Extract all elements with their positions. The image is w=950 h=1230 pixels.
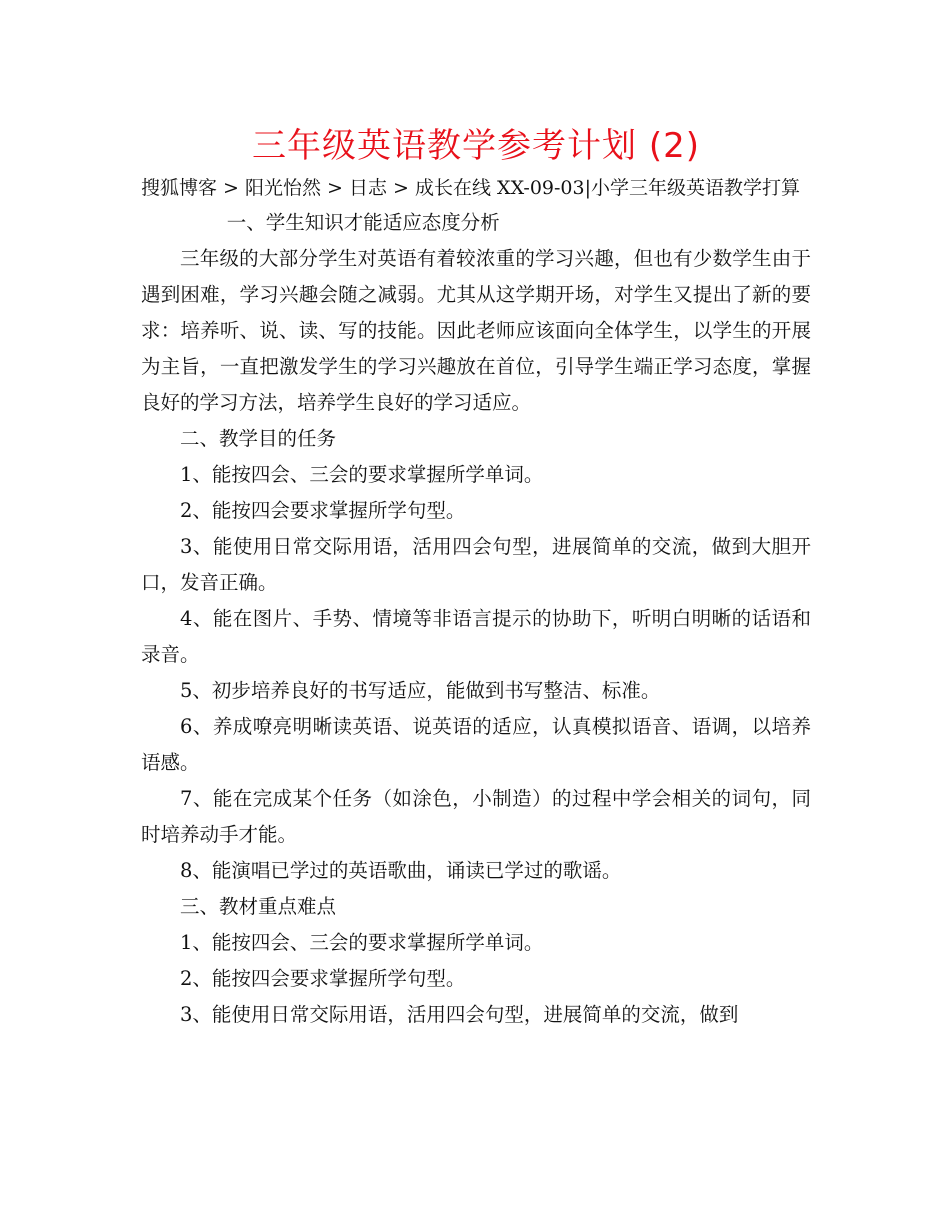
- list-item: 5、初步培养良好的书写适应，能做到书写整洁、标准。: [180, 679, 661, 702]
- list-item: 2、能按四会要求掌握所学句型。: [180, 967, 466, 990]
- list-item: 6、养成嘹亮明晰读英语、说英语的适应，认真模拟语音、语调，以培养语感。: [141, 715, 811, 774]
- paragraph-analysis: 三年级的大部分学生对英语有着较浓重的学习兴趣，但也有少数学生由于遇到困难，学习兴趣会随之减弱。尤其从这学期开场，对学生又提出了新的要求：培养听、说、读、写的技能。因此老师应该面向全体学生，以学生的开展为主旨，一直把激发学生的学习兴趣放在首位，引导学生端正学习态度，掌握良好的学习方法，培养学生良好的学习适应。: [141, 247, 811, 414]
- document-page: [141, 122, 811, 1033]
- list-item: 2、能按四会要求掌握所学句型。: [180, 499, 466, 522]
- list-item: 7、能在完成某个任务（如涂色，小制造）的过程中学会相关的词句，同时培养动手才能。: [141, 787, 811, 846]
- section-heading-2: 二、教学目的任务: [180, 427, 337, 450]
- list-item: 3、能使用日常交际用语，活用四会句型，进展简单的交流，做到: [180, 1003, 739, 1026]
- list-item: 1、能按四会、三会的要求掌握所学单词。: [180, 463, 544, 486]
- section-heading-1: 一、学生知识才能适应态度分析: [226, 211, 500, 234]
- source-breadcrumb: 搜狐博客 > 阳光怡然 > 日志 > 成长在线 XX-09-03|小学三年级英语教学打算: [141, 177, 801, 199]
- list-item: 3、能使用日常交际用语，活用四会句型，进展简单的交流，做到大胆开口，发音正确。: [141, 535, 811, 594]
- list-item: 4、能在图片、手势、情境等非语言提示的协助下，听明白明晰的话语和录音。: [141, 607, 811, 666]
- list-item: 1、能按四会、三会的要求掌握所学单词。: [180, 931, 544, 954]
- section-heading-3: 三、教材重点难点: [180, 895, 337, 918]
- document-title: 三年级英语教学参考计划 (2): [252, 126, 700, 166]
- list-item: 8、能演唱已学过的英语歌曲，诵读已学过的歌谣。: [180, 859, 622, 882]
